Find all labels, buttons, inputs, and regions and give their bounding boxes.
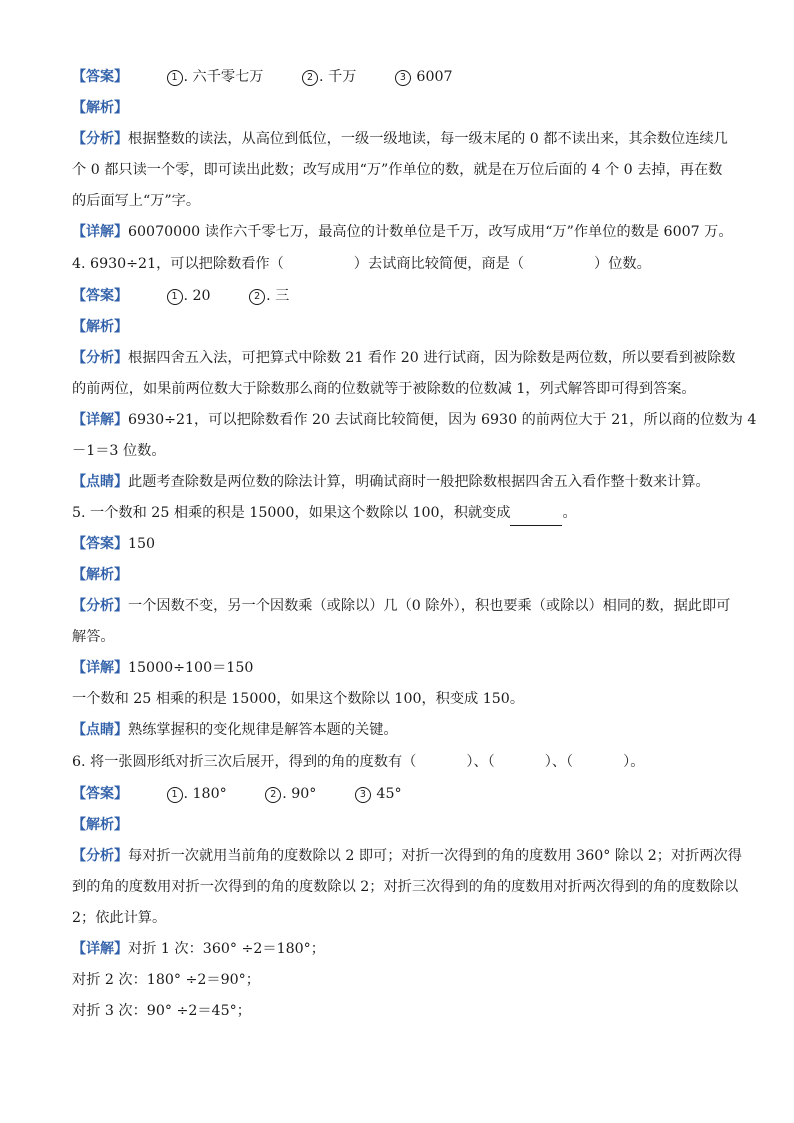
- q6-fenxi-line-2: 到的角的度数用对折一次得到的角的度数除以 2；对折三次得到的角的度数用对折两次得到的角的度数除以: [72, 879, 739, 895]
- answer-tag: 【答案】: [72, 69, 128, 85]
- q3-fenxi-line-2: 个 0 都只读一个零，即可读出此数；改写成用“万”作单位的数，就是在万位后面的 4 个 0 去掉，再在数: [72, 162, 723, 178]
- q6-fenxi-line-3: 2；依此计算。: [72, 910, 167, 926]
- q4-fenxi-line-2: 的前两位，如果前两位数大于除数那么商的位数就等于被除数的位数减 1，列式解答即可得到答案。: [72, 381, 696, 397]
- q4-fenxi-line-1: 【分析】根据四舍五入法，可把算式中除数 21 看作 20 进行试商，因为除数是两位数，所以要看到被除数: [72, 350, 736, 366]
- q6-step-3: 对折 3 次：90° ÷2＝45°；: [72, 1003, 251, 1019]
- q4-analysis-heading: 【解析】: [72, 319, 128, 335]
- q3-xiangjie: 【详解】60070000 读作六千零七万，最高位的计数单位是千万，改写成用“万”作单位的数是 6007 万。: [72, 224, 733, 240]
- q4-answer-line: 【答案】 1 . 20 2 . 三: [72, 288, 290, 304]
- q4-stem: 4. 6930÷21，可以把除数看作（ ）去试商比较简便，商是（ ）位数。: [72, 256, 651, 272]
- q4-xiangjie-line-2: －1＝3 位数。: [72, 443, 166, 459]
- q6-answer-2: 2 . 90°: [265, 784, 316, 804]
- q5-stem: 5. 一个数和 25 相乘的积是 15000，如果这个数除以 100，积就变成 。: [72, 503, 577, 526]
- q5-answer-line: 【答案】150: [72, 536, 156, 552]
- q6-answer-3: 3 45°: [355, 784, 402, 804]
- q3-answer-line: [72, 67, 453, 87]
- q6-analysis-heading: 【解析】: [72, 817, 128, 833]
- q6-step-2: 对折 2 次：180° ÷2＝90°；: [72, 972, 260, 988]
- q3-answer-1: 1 . 六千零七万: [167, 67, 264, 87]
- q5-blank: [510, 505, 562, 526]
- q5-xiangjie: 【详解】15000÷100＝150: [72, 660, 254, 676]
- q6-fenxi-line-1: 【分析】每对折一次就用当前角的度数除以 2 即可；对折一次得到的角的度数用 360° 除以 2；对折两次得: [72, 848, 742, 864]
- q5-dianjing: 【点睛】熟练掌握积的变化规律是解答本题的关键。: [72, 722, 398, 738]
- q4-answer-2: 2 . 三: [249, 286, 289, 306]
- q3-answer-3: 3 6007: [395, 67, 453, 87]
- q3-fenxi-line-1: 【分析】根据整数的读法，从高位到低位，一级一级地读，每一级末尾的 0 都不读出来，其余数位连续几: [72, 131, 728, 147]
- q4-xiangjie-line-1: 【详解】6930÷21，可以把除数看作 20 去试商比较简便，因为 6930 的前两位大于 21，所以商的位数为 4: [72, 412, 757, 428]
- q6-answer-1: 1 . 180°: [167, 784, 227, 804]
- q5-analysis-heading: 【解析】: [72, 567, 128, 583]
- q6-stem: 6. 将一张圆形纸对折三次后展开，得到的角的度数有（ ）、（ ）、（ ）。: [72, 754, 645, 770]
- q5-fenxi-line-2: 解答。: [72, 629, 115, 645]
- q6-answer-line: 【答案】 1 . 180° 2 . 90° 3 45°: [72, 786, 402, 802]
- q3-answer-2: 2 . 千万: [302, 67, 356, 87]
- q3-analysis-heading: 【解析】: [72, 100, 128, 116]
- q3-fenxi-line-3: 的后面写上“万”字。: [72, 193, 201, 209]
- q6-xiangjie: 【详解】对折 1 次：360° ÷2＝180°；: [72, 941, 325, 957]
- q4-answer-1: 1 . 20: [167, 286, 211, 306]
- q5-fenxi-line-1: 【分析】一个因数不变，另一个因数乘（或除以）几（0 除外），积也要乘（或除以）相同的数，据此即可: [72, 598, 731, 614]
- q4-dianjing: 【点睛】此题考查除数是两位数的除法计算，明确试商时一般把除数根据四舍五入看作整十数来计算。: [72, 474, 710, 490]
- q5-extra: 一个数和 25 相乘的积是 15000，如果这个数除以 100，积变成 150。: [72, 691, 525, 707]
